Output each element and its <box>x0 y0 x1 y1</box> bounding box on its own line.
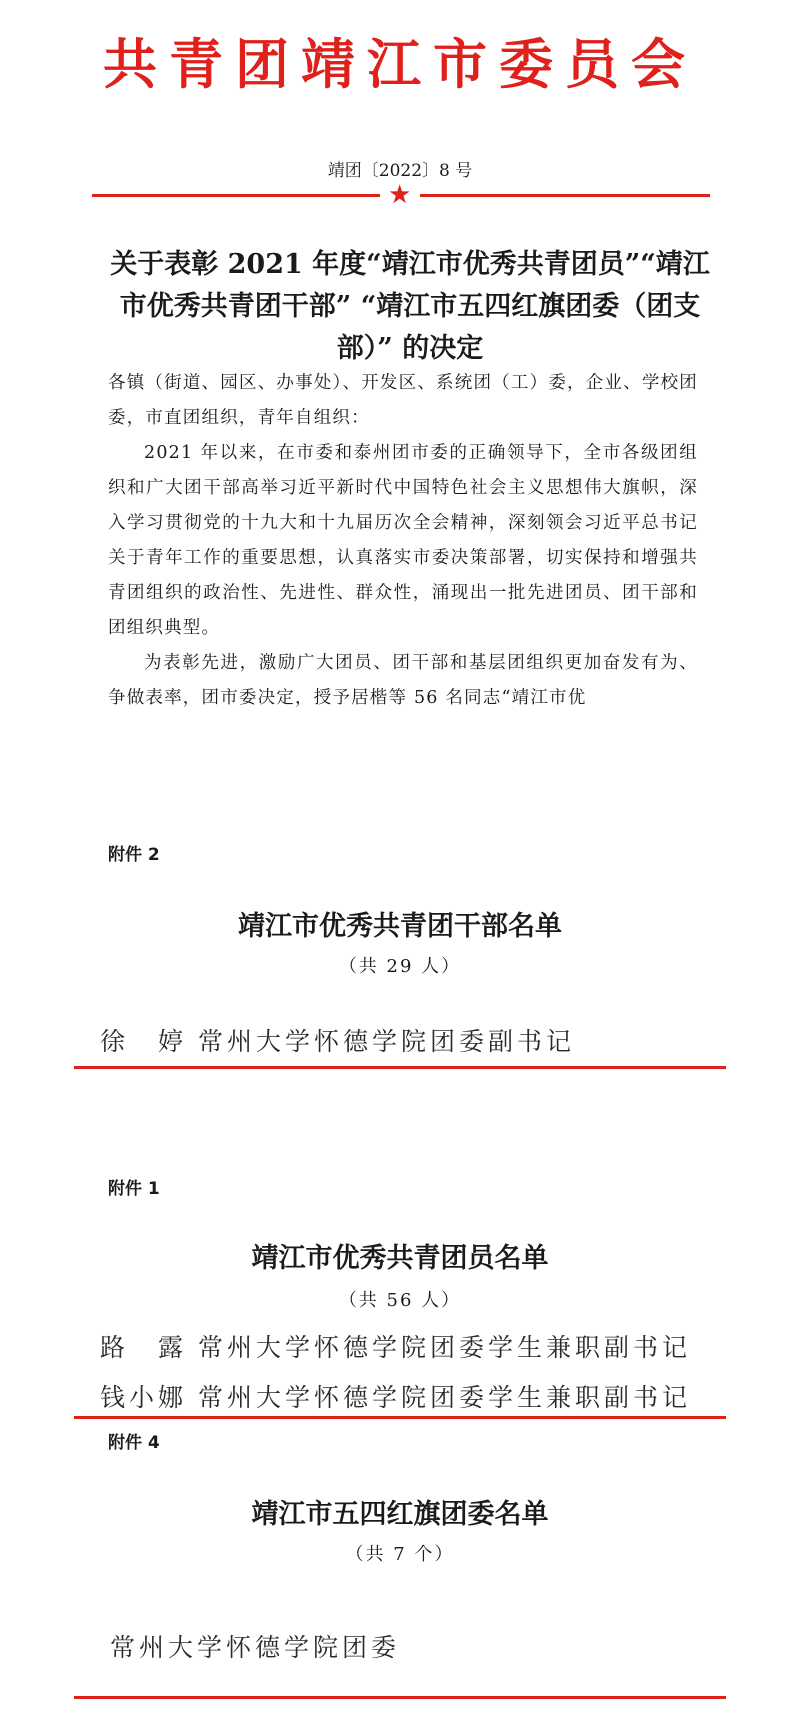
attachment-2-label: 附件 2 <box>108 845 160 865</box>
list-item <box>100 1378 691 1414</box>
star-icon: ★ <box>388 180 412 210</box>
section-rule <box>74 1416 726 1419</box>
attachment-1-title: 靖江市优秀共青团员名单 <box>251 1243 549 1274</box>
section-rule <box>74 1696 726 1699</box>
attachment-1-label: 附件 1 <box>108 1179 160 1199</box>
body-paragraph-1: 2021 年以来，在市委和泰州团市委的正确领导下，全市各级团组织和广大团干部高举习近平新时代中国特色社会主义思想伟大旗帜，深入学习贯彻党的十九大和十九届历次全会精神，深刻领会习近平总书记关于青年工作的重要思想，认真落实市委决策部署，切实保持和增强共青团组织的政治性、先进性、群众性，涌现出一批先进团员、团干部和团组织典型。 <box>108 443 698 638</box>
attachment-4-title: 靖江市五四红旗团委名单 <box>251 1499 549 1530</box>
attachment-4-label: 附件 4 <box>108 1433 160 1453</box>
org-title: 共青团靖江市委员会 <box>103 33 697 96</box>
entry-position: 常州大学怀德学院团委 <box>110 1633 401 1662</box>
entry-position: 常州大学怀德学院团委学生兼职副书记 <box>198 1383 692 1412</box>
entry-name: 路 露 <box>100 1333 188 1362</box>
section-rule <box>74 1066 726 1069</box>
body-paragraph-2: 为表彰先进，激励广大团员、团干部和基层团组织更加奋发有为、争做表率，团市委决定，授予居楷等 56 名同志“靖江市优 <box>108 653 698 708</box>
entry-name: 钱小娜 <box>100 1383 188 1412</box>
recipients-text: 各镇（街道、园区、办事处）、开发区、系统团（工）委，企业、学校团委，市直团组织，青年自组织： <box>108 373 698 428</box>
decision-title: 关于表彰 2021 年度“靖江市优秀共青团员”“靖江市优秀共青团干部” “靖江市五四红旗团委（团支部）” 的决定 <box>110 249 710 364</box>
document-number: 靖团〔2022〕8 号 <box>327 161 473 181</box>
attachment-2-count: （共 29 人） <box>338 956 462 977</box>
entry-position: 常州大学怀德学院团委副书记 <box>198 1027 576 1056</box>
list-item <box>110 1628 400 1664</box>
attachment-2-title: 靖江市优秀共青团干部名单 <box>238 911 562 942</box>
attachment-1-count: （共 56 人） <box>338 1290 462 1311</box>
list-item <box>100 1328 691 1364</box>
entry-name: 徐 婷 <box>100 1027 188 1056</box>
attachment-4-count: （共 7 个） <box>345 1544 455 1565</box>
entry-position: 常州大学怀德学院团委学生兼职副书记 <box>198 1333 692 1362</box>
header-rule-right <box>420 194 710 197</box>
header-rule-left <box>92 194 380 197</box>
list-item <box>100 1022 575 1058</box>
